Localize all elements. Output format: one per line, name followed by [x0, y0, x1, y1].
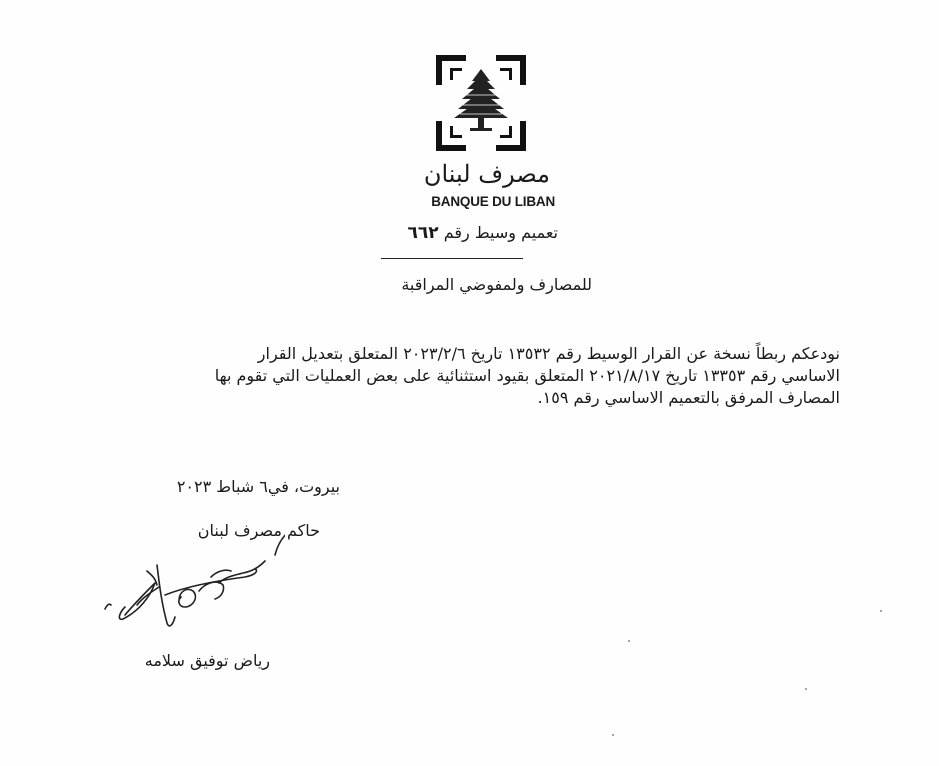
circular-heading [370, 223, 558, 243]
banque-du-liban-cedar-logo [436, 55, 526, 151]
handwritten-signature [95, 525, 285, 635]
addressee: للمصارف ولمفوضي المراقبة [401, 275, 592, 294]
scan-speck [880, 610, 882, 612]
circular-label: تعميم وسيط رقم [443, 223, 558, 242]
circular-number: ٦٦٢ [407, 223, 439, 243]
body-line: المصارف المرفق بالتعميم الاساسي رقم ١٥٩. [537, 388, 840, 407]
governor-title: حاكم مصرف لبنان [197, 521, 320, 540]
scan-speck [805, 688, 807, 690]
heading-underline [381, 258, 523, 259]
bank-name-french: BANQUE DU LIBAN [431, 194, 555, 209]
body-line: نودعكم ربطاً نسخة عن القرار الوسيط رقم ١٣٥٣٢ تاريخ ٢٠٢٣/٢/٦ المتعلق بتعديل القرار [257, 344, 840, 363]
place-date-line: بيروت، في٦ شباط ٢٠٢٣ [176, 477, 340, 496]
letter-body [125, 343, 840, 409]
bank-name-arabic: مصرف لبنان [423, 160, 550, 188]
body-line: الاساسي رقم ١٣٣٥٣ تاريخ ٢٠٢١/٨/١٧ المتعلق بقيود استثنائية على بعض العمليات التي تقوم بها [214, 366, 840, 385]
scan-speck [628, 640, 630, 642]
scan-speck [612, 734, 614, 736]
governor-name: رياض توفيق سلامه [144, 651, 270, 670]
